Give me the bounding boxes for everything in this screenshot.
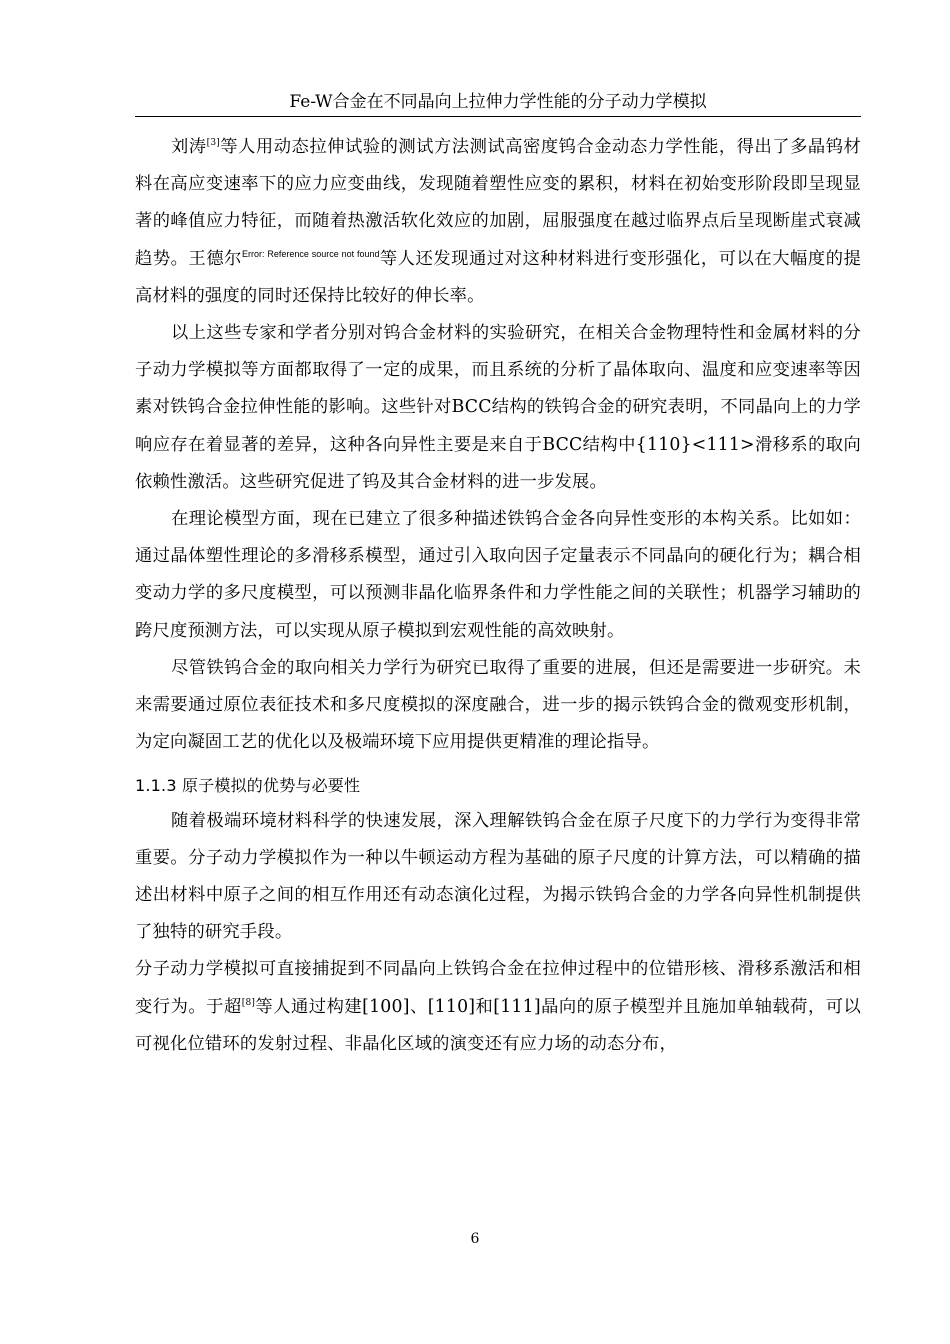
document-body (135, 129, 861, 1063)
paragraph-text: 等人还发现通过对这种材料进行变形强化，可以在大幅度的提高材料的强度的同时还保持比较好的伸长率。 (135, 248, 862, 306)
paragraph-text: 等人用动态拉伸试验的测试方法测试高密度钨合金动态力学性能，得出了多晶钨材料在高应变速率下的应力应变曲线，发现随着塑性应变的累积，材料在初始变形阶段即呈现显著的峰值应力特征，而随着热激活软化效应的加剧，屈服强度在越过临界点后呈现断崖式衰减趋势。王德尔 (135, 137, 862, 269)
paragraph-text: 刘涛 (171, 137, 207, 157)
paragraph-md-intro: 随着极端环境材料科学的快速发展，深入理解铁钨合金在原子尺度下的力学行为变得非常重要。分子动力学模拟作为一种以牛顿运动方程为基础的原子尺度的计算方法，可以精确的描述出材料中原子之间的相互作用还有动态演化过程，为揭示铁钨合金的力学各向异性机制提供了独特的研究手段。 (135, 810, 861, 943)
page-number: 6 (470, 1231, 480, 1247)
paragraph-text: 分子动力学模拟可直接捕捉到不同晶向上铁钨合金在拉伸过程中的位错形核、滑移系激活和相变行为。于超 (135, 959, 861, 1017)
reference-error-text: Error: Reference source not found (242, 248, 380, 259)
paragraph-theory-models: 在理论模型方面，现在已建立了很多种描述铁钨合金各向异性变形的本构关系。比如如：通过晶体塑性理论的多滑移系模型，通过引入取向因子定量表示不同晶向的硬化行为；耦合相变动力学的多尺度模型，可以预测非晶化临界条件和力学性能之间的关联性；机器学习辅助的跨尺度预测方法，可以实现从原子模拟到宏观性能的高效映射。 (135, 509, 861, 641)
paragraph-text: 等人通过构建[100]、[110]和[111]晶向的原子模型并且施加单轴载荷，可以可视化位错环的发射过程、非晶化区域的演变还有应力场的动态分布， (135, 996, 862, 1054)
header-divider (135, 116, 861, 117)
paragraph-outlook: 尽管铁钨合金的取向相关力学行为研究已取得了重要的进展，但还是需要进一步研究。未来需要通过原位表征技术和多尺度模拟的深度融合，进一步的揭示铁钨合金的微观变形机制，为定向凝固工艺的优化以及极端环境下应用提供更精准的理论指导。 (135, 657, 861, 753)
paragraph-md-capabilities (135, 951, 861, 1063)
citation-ref: [8] (241, 997, 256, 1008)
paragraph-liu-tao (135, 129, 861, 315)
running-header: Fe-W合金在不同晶向上拉伸力学性能的分子动力学模拟 (289, 92, 707, 112)
section-heading: 1.1.3 原子模拟的优势与必要性 (135, 776, 361, 796)
citation-ref: [3] (206, 138, 220, 148)
paragraph-research-summary: 以上这些专家和学者分别对钨合金材料的实验研究，在相关合金物理特性和金属材料的分子动力学模拟等方面都取得了一定的成果，而且系统的分析了晶体取向、温度和应变速率等因素对铁钨合金拉伸性能的影响。这些针对BCC结构的铁钨合金的研究表明，不同晶向上的力学响应存在着显著的差异，这种各向异性主要是来自于BCC结构中{110}<111>滑移系的取向依赖性激活。这些研究促进了钨及其合金材料的进一步发展。 (135, 323, 861, 492)
